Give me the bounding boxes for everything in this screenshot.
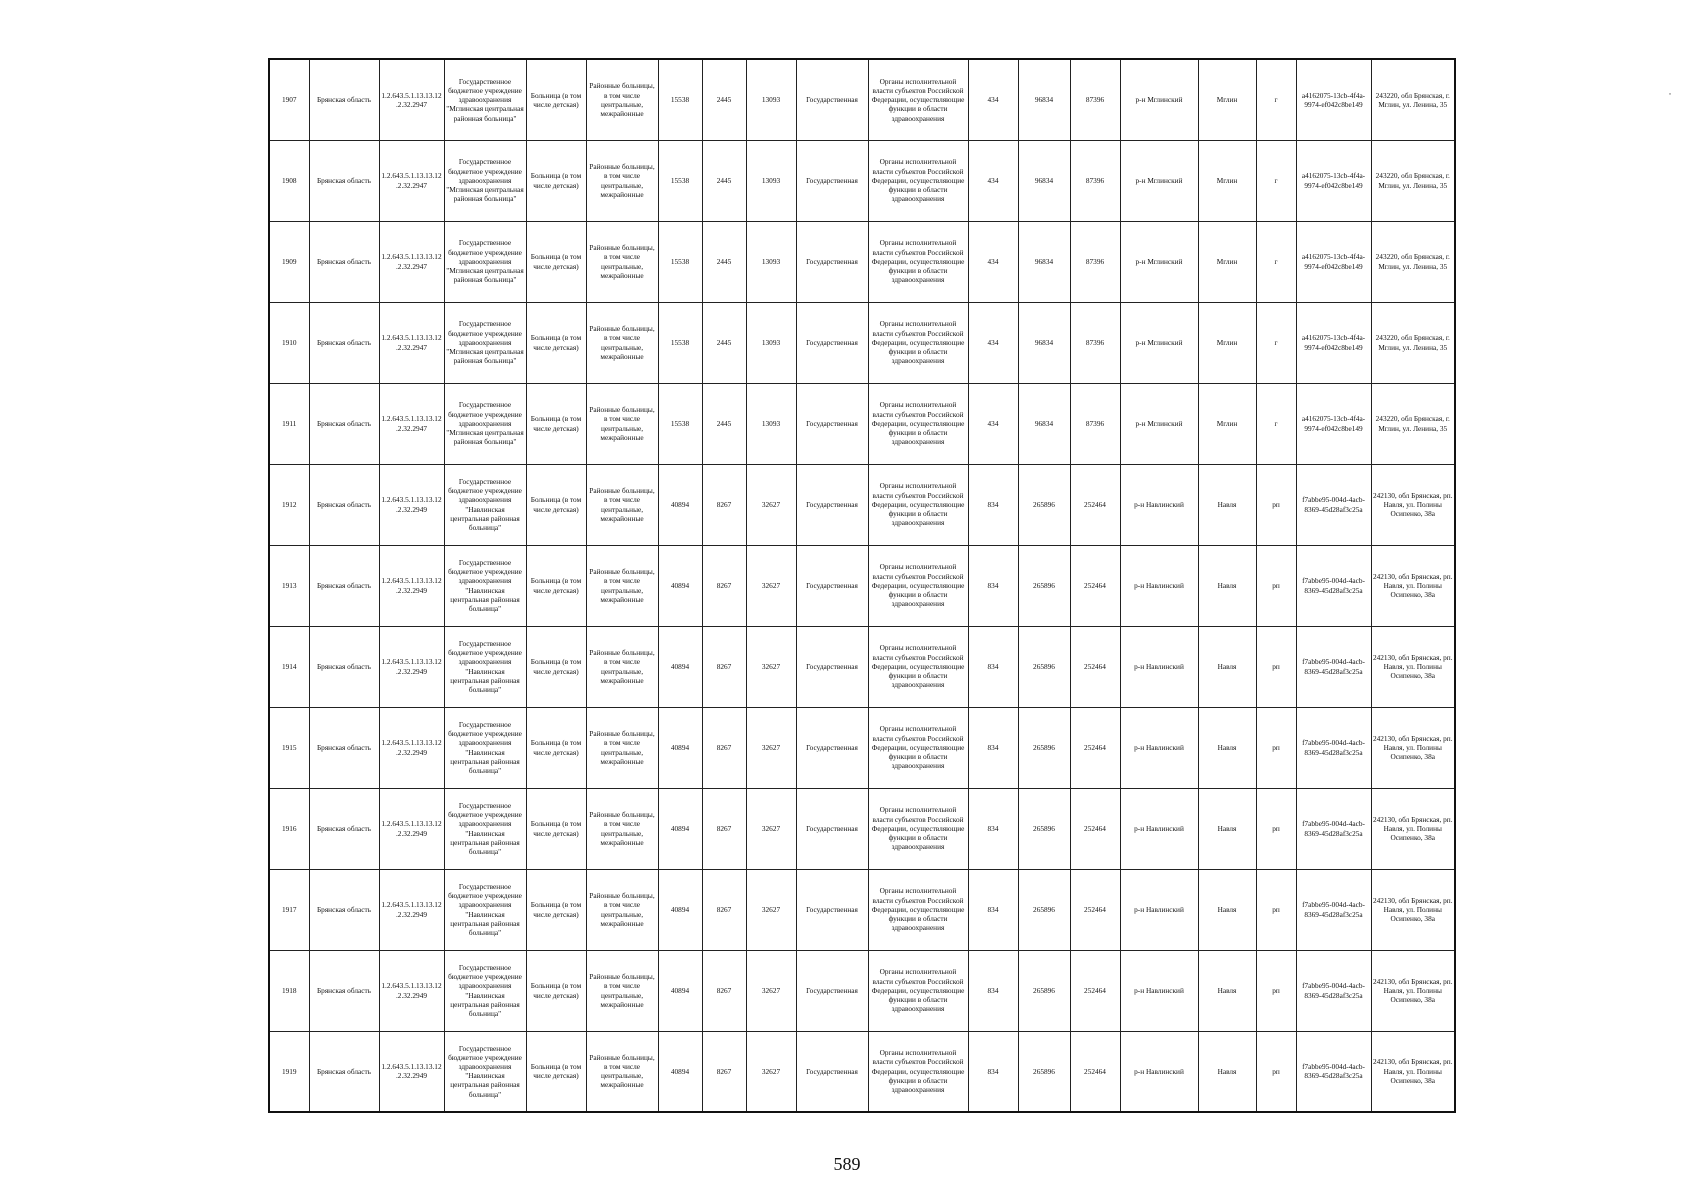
cell-guid: f7abbe95-004d-4acb-8369-45d28af3c25a	[1296, 707, 1371, 788]
page-number: 589	[833, 1154, 861, 1174]
cell-v6: 87396	[1070, 383, 1120, 464]
cell-ownership: Государственная	[796, 707, 868, 788]
cell-locality: Навля	[1198, 869, 1256, 950]
cell-district: р-н Мглинский	[1120, 140, 1198, 221]
cell-v5: 265896	[1018, 626, 1070, 707]
registry-table	[268, 58, 1456, 1113]
cell-name: Государственное бюджетное учреждение здравоохранения "Мглинская центральная районная больница"	[444, 59, 526, 140]
cell-district: р-н Навлинский	[1120, 950, 1198, 1031]
cell-n: 1916	[269, 788, 309, 869]
cell-subtype: Районные больницы, в том числе центральные, межрайонные	[586, 464, 658, 545]
cell-district: р-н Мглинский	[1120, 59, 1198, 140]
cell-guid: f7abbe95-004d-4acb-8369-45d28af3c25a	[1296, 464, 1371, 545]
scan-mark: ˙	[1668, 90, 1672, 104]
cell-guid: f7abbe95-004d-4acb-8369-45d28af3c25a	[1296, 545, 1371, 626]
cell-locality: Навля	[1198, 950, 1256, 1031]
cell-type: Больница (в том числе детская)	[526, 383, 586, 464]
cell-v3: 13093	[746, 59, 796, 140]
cell-v6: 87396	[1070, 59, 1120, 140]
cell-address: 242130, обл Брянская, рп. Навля, ул. Полины Осипенко, 38а	[1371, 950, 1455, 1031]
cell-v4: 834	[968, 545, 1018, 626]
cell-v3: 32627	[746, 626, 796, 707]
cell-v5: 265896	[1018, 1031, 1070, 1112]
cell-guid: f7abbe95-004d-4acb-8369-45d28af3c25a	[1296, 869, 1371, 950]
cell-district: р-н Навлинский	[1120, 626, 1198, 707]
cell-v1: 40894	[658, 626, 702, 707]
cell-locality: Навля	[1198, 626, 1256, 707]
cell-name: Государственное бюджетное учреждение здравоохранения "Навлинская центральная районная больница"	[444, 1031, 526, 1112]
cell-address: 242130, обл Брянская, рп. Навля, ул. Полины Осипенко, 38а	[1371, 869, 1455, 950]
cell-address: 243220, обл Брянская, г. Мглин, ул. Ленина, 35	[1371, 59, 1455, 140]
cell-v6: 87396	[1070, 302, 1120, 383]
cell-region: Брянская область	[309, 626, 379, 707]
cell-oid: 1.2.643.5.1.13.13.12.2.32.2949	[379, 869, 444, 950]
cell-n: 1917	[269, 869, 309, 950]
cell-v6: 252464	[1070, 545, 1120, 626]
cell-v5: 265896	[1018, 464, 1070, 545]
cell-address: 242130, обл Брянская, рп. Навля, ул. Полины Осипенко, 38а	[1371, 707, 1455, 788]
cell-v6: 252464	[1070, 869, 1120, 950]
table-row	[269, 464, 1455, 545]
cell-authority: Органы исполнительной власти субъектов Российской Федерации, осуществляющие функции в области здравоохранения	[868, 383, 968, 464]
cell-v1: 15538	[658, 302, 702, 383]
cell-district: р-н Мглинский	[1120, 302, 1198, 383]
table-row	[269, 788, 1455, 869]
cell-name: Государственное бюджетное учреждение здравоохранения "Навлинская центральная районная больница"	[444, 545, 526, 626]
cell-v5: 96834	[1018, 383, 1070, 464]
cell-v4: 434	[968, 59, 1018, 140]
cell-type: Больница (в том числе детская)	[526, 221, 586, 302]
cell-v1: 40894	[658, 707, 702, 788]
cell-address: 243220, обл Брянская, г. Мглин, ул. Ленина, 35	[1371, 383, 1455, 464]
cell-n: 1915	[269, 707, 309, 788]
table-row	[269, 302, 1455, 383]
cell-type: Больница (в том числе детская)	[526, 788, 586, 869]
cell-guid: f7abbe95-004d-4acb-8369-45d28af3c25a	[1296, 788, 1371, 869]
cell-v1: 40894	[658, 1031, 702, 1112]
cell-n: 1914	[269, 626, 309, 707]
cell-authority: Органы исполнительной власти субъектов Российской Федерации, осуществляющие функции в области здравоохранения	[868, 302, 968, 383]
cell-loctype: г	[1256, 383, 1296, 464]
cell-type: Больница (в том числе детская)	[526, 707, 586, 788]
cell-name: Государственное бюджетное учреждение здравоохранения "Мглинская центральная районная больница"	[444, 221, 526, 302]
cell-v3: 32627	[746, 869, 796, 950]
cell-loctype: рп	[1256, 1031, 1296, 1112]
table-row	[269, 1031, 1455, 1112]
cell-oid: 1.2.643.5.1.13.13.12.2.32.2947	[379, 221, 444, 302]
cell-v1: 40894	[658, 464, 702, 545]
cell-oid: 1.2.643.5.1.13.13.12.2.32.2947	[379, 140, 444, 221]
cell-name: Государственное бюджетное учреждение здравоохранения "Навлинская центральная районная больница"	[444, 707, 526, 788]
cell-ownership: Государственная	[796, 59, 868, 140]
cell-district: р-н Навлинский	[1120, 707, 1198, 788]
table-row	[269, 383, 1455, 464]
cell-v2: 8267	[702, 869, 746, 950]
cell-address: 243220, обл Брянская, г. Мглин, ул. Ленина, 35	[1371, 221, 1455, 302]
table-row	[269, 545, 1455, 626]
cell-v6: 252464	[1070, 464, 1120, 545]
cell-loctype: рп	[1256, 545, 1296, 626]
cell-v3: 32627	[746, 1031, 796, 1112]
cell-v4: 434	[968, 221, 1018, 302]
cell-n: 1908	[269, 140, 309, 221]
cell-region: Брянская область	[309, 59, 379, 140]
cell-v5: 96834	[1018, 59, 1070, 140]
cell-address: 242130, обл Брянская, рп. Навля, ул. Полины Осипенко, 38а	[1371, 464, 1455, 545]
cell-v5: 96834	[1018, 302, 1070, 383]
table-row	[269, 140, 1455, 221]
cell-ownership: Государственная	[796, 383, 868, 464]
cell-authority: Органы исполнительной власти субъектов Российской Федерации, осуществляющие функции в области здравоохранения	[868, 707, 968, 788]
cell-guid: f7abbe95-004d-4acb-8369-45d28af3c25a	[1296, 950, 1371, 1031]
cell-region: Брянская область	[309, 950, 379, 1031]
cell-n: 1919	[269, 1031, 309, 1112]
cell-authority: Органы исполнительной власти субъектов Российской Федерации, осуществляющие функции в области здравоохранения	[868, 140, 968, 221]
cell-region: Брянская область	[309, 1031, 379, 1112]
cell-loctype: рп	[1256, 788, 1296, 869]
cell-locality: Навля	[1198, 1031, 1256, 1112]
cell-v4: 434	[968, 302, 1018, 383]
cell-v3: 13093	[746, 302, 796, 383]
cell-v2: 8267	[702, 464, 746, 545]
cell-authority: Органы исполнительной власти субъектов Российской Федерации, осуществляющие функции в области здравоохранения	[868, 950, 968, 1031]
cell-guid: f7abbe95-004d-4acb-8369-45d28af3c25a	[1296, 626, 1371, 707]
cell-v1: 40894	[658, 950, 702, 1031]
cell-guid: a4162075-13cb-4f4a-9974-ef042c8be149	[1296, 383, 1371, 464]
cell-region: Брянская область	[309, 869, 379, 950]
cell-v6: 252464	[1070, 950, 1120, 1031]
cell-subtype: Районные больницы, в том числе центральные, межрайонные	[586, 788, 658, 869]
cell-name: Государственное бюджетное учреждение здравоохранения "Навлинская центральная районная больница"	[444, 464, 526, 545]
cell-v3: 13093	[746, 221, 796, 302]
cell-oid: 1.2.643.5.1.13.13.12.2.32.2947	[379, 383, 444, 464]
cell-v2: 8267	[702, 626, 746, 707]
table-row	[269, 626, 1455, 707]
cell-locality: Навля	[1198, 788, 1256, 869]
cell-v2: 2445	[702, 221, 746, 302]
cell-locality: Навля	[1198, 464, 1256, 545]
cell-name: Государственное бюджетное учреждение здравоохранения "Навлинская центральная районная больница"	[444, 869, 526, 950]
cell-authority: Органы исполнительной власти субъектов Российской Федерации, осуществляющие функции в области здравоохранения	[868, 626, 968, 707]
cell-authority: Органы исполнительной власти субъектов Российской Федерации, осуществляющие функции в области здравоохранения	[868, 59, 968, 140]
cell-oid: 1.2.643.5.1.13.13.12.2.32.2949	[379, 626, 444, 707]
cell-loctype: г	[1256, 140, 1296, 221]
cell-ownership: Государственная	[796, 788, 868, 869]
cell-subtype: Районные больницы, в том числе центральные, межрайонные	[586, 140, 658, 221]
cell-n: 1912	[269, 464, 309, 545]
cell-v2: 8267	[702, 1031, 746, 1112]
cell-ownership: Государственная	[796, 545, 868, 626]
cell-name: Государственное бюджетное учреждение здравоохранения "Навлинская центральная районная больница"	[444, 950, 526, 1031]
cell-address: 242130, обл Брянская, рп. Навля, ул. Полины Осипенко, 38а	[1371, 788, 1455, 869]
cell-district: р-н Навлинский	[1120, 788, 1198, 869]
cell-v4: 434	[968, 140, 1018, 221]
cell-oid: 1.2.643.5.1.13.13.12.2.32.2949	[379, 788, 444, 869]
cell-name: Государственное бюджетное учреждение здравоохранения "Навлинская центральная районная больница"	[444, 626, 526, 707]
cell-subtype: Районные больницы, в том числе центральные, межрайонные	[586, 59, 658, 140]
cell-region: Брянская область	[309, 788, 379, 869]
cell-region: Брянская область	[309, 221, 379, 302]
cell-type: Больница (в том числе детская)	[526, 626, 586, 707]
cell-loctype: г	[1256, 59, 1296, 140]
cell-region: Брянская область	[309, 464, 379, 545]
cell-v6: 252464	[1070, 707, 1120, 788]
cell-v3: 32627	[746, 545, 796, 626]
cell-v4: 834	[968, 464, 1018, 545]
cell-guid: f7abbe95-004d-4acb-8369-45d28af3c25a	[1296, 1031, 1371, 1112]
cell-v6: 252464	[1070, 1031, 1120, 1112]
cell-region: Брянская область	[309, 545, 379, 626]
cell-name: Государственное бюджетное учреждение здравоохранения "Мглинская центральная районная больница"	[444, 302, 526, 383]
cell-ownership: Государственная	[796, 1031, 868, 1112]
cell-v6: 252464	[1070, 626, 1120, 707]
cell-v4: 834	[968, 1031, 1018, 1112]
cell-v3: 32627	[746, 788, 796, 869]
cell-authority: Органы исполнительной власти субъектов Российской Федерации, осуществляющие функции в области здравоохранения	[868, 545, 968, 626]
cell-n: 1911	[269, 383, 309, 464]
cell-address: 242130, обл Брянская, рп. Навля, ул. Полины Осипенко, 38а	[1371, 545, 1455, 626]
cell-guid: a4162075-13cb-4f4a-9974-ef042c8be149	[1296, 59, 1371, 140]
cell-locality: Мглин	[1198, 221, 1256, 302]
cell-loctype: г	[1256, 221, 1296, 302]
cell-subtype: Районные больницы, в том числе центральные, межрайонные	[586, 545, 658, 626]
cell-v4: 834	[968, 950, 1018, 1031]
cell-locality: Мглин	[1198, 302, 1256, 383]
cell-v3: 13093	[746, 140, 796, 221]
cell-ownership: Государственная	[796, 302, 868, 383]
cell-loctype: рп	[1256, 869, 1296, 950]
cell-subtype: Районные больницы, в том числе центральные, межрайонные	[586, 1031, 658, 1112]
cell-authority: Органы исполнительной власти субъектов Российской Федерации, осуществляющие функции в области здравоохранения	[868, 788, 968, 869]
cell-n: 1910	[269, 302, 309, 383]
cell-name: Государственное бюджетное учреждение здравоохранения "Мглинская центральная районная больница"	[444, 383, 526, 464]
cell-subtype: Районные больницы, в том числе центральные, межрайонные	[586, 950, 658, 1031]
cell-oid: 1.2.643.5.1.13.13.12.2.32.2947	[379, 302, 444, 383]
cell-n: 1918	[269, 950, 309, 1031]
cell-v1: 40894	[658, 545, 702, 626]
cell-authority: Органы исполнительной власти субъектов Российской Федерации, осуществляющие функции в области здравоохранения	[868, 464, 968, 545]
cell-oid: 1.2.643.5.1.13.13.12.2.32.2949	[379, 707, 444, 788]
cell-v3: 32627	[746, 707, 796, 788]
cell-v6: 87396	[1070, 221, 1120, 302]
cell-v1: 15538	[658, 59, 702, 140]
cell-v2: 2445	[702, 383, 746, 464]
cell-loctype: рп	[1256, 464, 1296, 545]
cell-v5: 265896	[1018, 869, 1070, 950]
table-row	[269, 950, 1455, 1031]
cell-district: р-н Навлинский	[1120, 869, 1198, 950]
cell-type: Больница (в том числе детская)	[526, 59, 586, 140]
cell-district: р-н Навлинский	[1120, 1031, 1198, 1112]
cell-v3: 32627	[746, 464, 796, 545]
cell-ownership: Государственная	[796, 869, 868, 950]
cell-ownership: Государственная	[796, 626, 868, 707]
cell-address: 242130, обл Брянская, рп. Навля, ул. Полины Осипенко, 38а	[1371, 1031, 1455, 1112]
cell-v6: 87396	[1070, 140, 1120, 221]
cell-locality: Мглин	[1198, 383, 1256, 464]
cell-region: Брянская область	[309, 707, 379, 788]
cell-subtype: Районные больницы, в том числе центральные, межрайонные	[586, 869, 658, 950]
cell-district: р-н Навлинский	[1120, 545, 1198, 626]
cell-guid: a4162075-13cb-4f4a-9974-ef042c8be149	[1296, 221, 1371, 302]
cell-v6: 252464	[1070, 788, 1120, 869]
table-row	[269, 707, 1455, 788]
cell-type: Больница (в том числе детская)	[526, 950, 586, 1031]
cell-oid: 1.2.643.5.1.13.13.12.2.32.2947	[379, 59, 444, 140]
cell-v1: 40894	[658, 788, 702, 869]
cell-v5: 96834	[1018, 221, 1070, 302]
cell-n: 1907	[269, 59, 309, 140]
cell-locality: Мглин	[1198, 59, 1256, 140]
cell-v2: 2445	[702, 140, 746, 221]
cell-v2: 2445	[702, 59, 746, 140]
cell-type: Больница (в том числе детская)	[526, 869, 586, 950]
table-row	[269, 221, 1455, 302]
cell-subtype: Районные больницы, в том числе центральные, межрайонные	[586, 302, 658, 383]
cell-district: р-н Навлинский	[1120, 464, 1198, 545]
cell-subtype: Районные больницы, в том числе центральные, межрайонные	[586, 221, 658, 302]
cell-v2: 2445	[702, 302, 746, 383]
cell-subtype: Районные больницы, в том числе центральные, межрайонные	[586, 707, 658, 788]
cell-type: Больница (в том числе детская)	[526, 140, 586, 221]
cell-v1: 40894	[658, 869, 702, 950]
cell-district: р-н Мглинский	[1120, 383, 1198, 464]
cell-region: Брянская область	[309, 140, 379, 221]
cell-v4: 834	[968, 869, 1018, 950]
cell-address: 243220, обл Брянская, г. Мглин, ул. Ленина, 35	[1371, 140, 1455, 221]
cell-locality: Навля	[1198, 707, 1256, 788]
registry-table-sheet	[268, 58, 1454, 1113]
table-row	[269, 59, 1455, 140]
cell-district: р-н Мглинский	[1120, 221, 1198, 302]
cell-v2: 8267	[702, 950, 746, 1031]
cell-locality: Навля	[1198, 545, 1256, 626]
cell-loctype: рп	[1256, 707, 1296, 788]
cell-v2: 8267	[702, 707, 746, 788]
cell-oid: 1.2.643.5.1.13.13.12.2.32.2949	[379, 1031, 444, 1112]
cell-address: 243220, обл Брянская, г. Мглин, ул. Ленина, 35	[1371, 302, 1455, 383]
cell-v4: 834	[968, 626, 1018, 707]
table-row	[269, 869, 1455, 950]
cell-region: Брянская область	[309, 383, 379, 464]
cell-v5: 265896	[1018, 950, 1070, 1031]
cell-ownership: Государственная	[796, 221, 868, 302]
cell-subtype: Районные больницы, в том числе центральные, межрайонные	[586, 383, 658, 464]
cell-v5: 265896	[1018, 545, 1070, 626]
cell-v5: 96834	[1018, 140, 1070, 221]
cell-authority: Органы исполнительной власти субъектов Российской Федерации, осуществляющие функции в области здравоохранения	[868, 1031, 968, 1112]
cell-oid: 1.2.643.5.1.13.13.12.2.32.2949	[379, 950, 444, 1031]
cell-v5: 265896	[1018, 707, 1070, 788]
cell-name: Государственное бюджетное учреждение здравоохранения "Мглинская центральная районная больница"	[444, 140, 526, 221]
cell-v1: 15538	[658, 140, 702, 221]
cell-v1: 15538	[658, 221, 702, 302]
cell-v2: 8267	[702, 545, 746, 626]
table-body	[269, 59, 1455, 1112]
cell-v4: 834	[968, 788, 1018, 869]
cell-v2: 8267	[702, 788, 746, 869]
cell-name: Государственное бюджетное учреждение здравоохранения "Навлинская центральная районная больница"	[444, 788, 526, 869]
cell-authority: Органы исполнительной власти субъектов Российской Федерации, осуществляющие функции в области здравоохранения	[868, 221, 968, 302]
cell-ownership: Государственная	[796, 140, 868, 221]
cell-v4: 434	[968, 383, 1018, 464]
cell-n: 1909	[269, 221, 309, 302]
cell-subtype: Районные больницы, в том числе центральные, межрайонные	[586, 626, 658, 707]
cell-type: Больница (в том числе детская)	[526, 545, 586, 626]
cell-guid: a4162075-13cb-4f4a-9974-ef042c8be149	[1296, 140, 1371, 221]
cell-locality: Мглин	[1198, 140, 1256, 221]
cell-oid: 1.2.643.5.1.13.13.12.2.32.2949	[379, 545, 444, 626]
cell-ownership: Государственная	[796, 464, 868, 545]
cell-v3: 32627	[746, 950, 796, 1031]
cell-oid: 1.2.643.5.1.13.13.12.2.32.2949	[379, 464, 444, 545]
cell-v4: 834	[968, 707, 1018, 788]
cell-type: Больница (в том числе детская)	[526, 302, 586, 383]
cell-v3: 13093	[746, 383, 796, 464]
cell-region: Брянская область	[309, 302, 379, 383]
cell-v1: 15538	[658, 383, 702, 464]
cell-authority: Органы исполнительной власти субъектов Российской Федерации, осуществляющие функции в области здравоохранения	[868, 869, 968, 950]
cell-ownership: Государственная	[796, 950, 868, 1031]
cell-address: 242130, обл Брянская, рп. Навля, ул. Полины Осипенко, 38а	[1371, 626, 1455, 707]
cell-v5: 265896	[1018, 788, 1070, 869]
cell-loctype: рп	[1256, 626, 1296, 707]
cell-guid: a4162075-13cb-4f4a-9974-ef042c8be149	[1296, 302, 1371, 383]
cell-loctype: рп	[1256, 950, 1296, 1031]
cell-type: Больница (в том числе детская)	[526, 1031, 586, 1112]
cell-loctype: г	[1256, 302, 1296, 383]
cell-type: Больница (в том числе детская)	[526, 464, 586, 545]
cell-n: 1913	[269, 545, 309, 626]
